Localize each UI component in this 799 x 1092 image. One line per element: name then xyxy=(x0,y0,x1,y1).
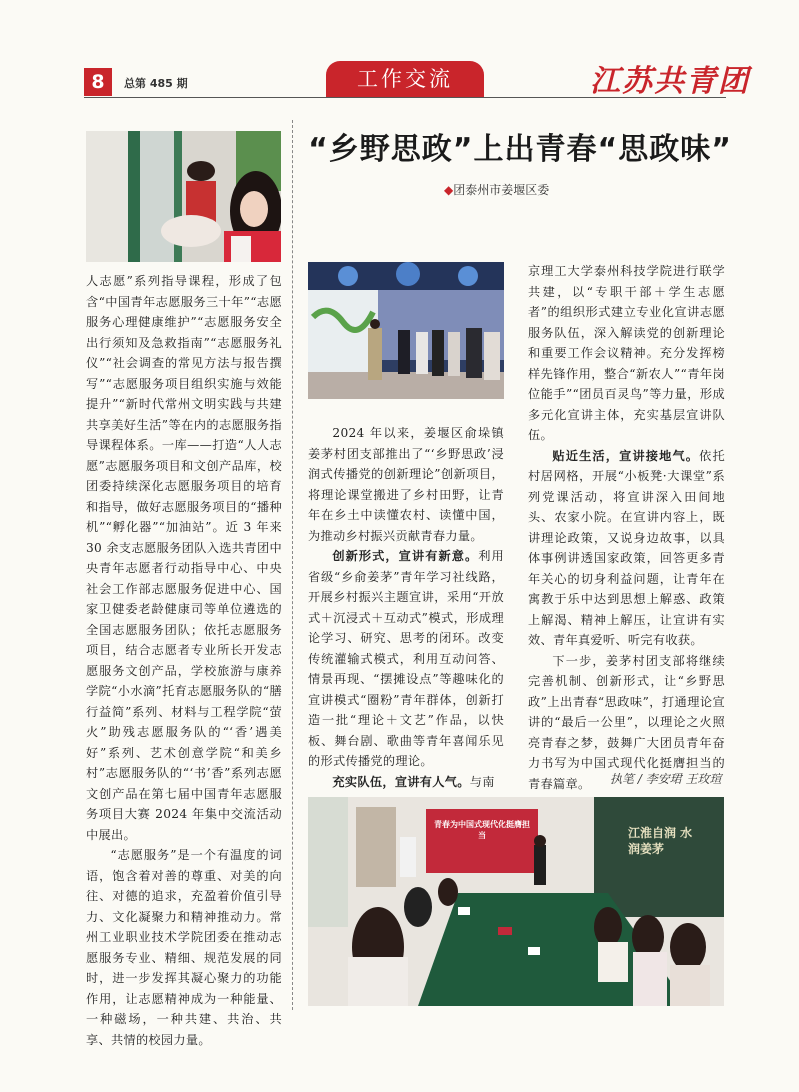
section-tab: 工作交流 xyxy=(326,61,484,97)
article-title: “乡野思政”上出青春“思政味” xyxy=(308,132,732,167)
section-2-start xyxy=(308,772,504,793)
byline-text: 团泰州市姜堰区委 xyxy=(453,183,550,197)
left-column xyxy=(86,271,282,1050)
issue-number: 总第 485 期 xyxy=(124,77,188,90)
section-1 xyxy=(308,546,504,772)
section-1-heading: 创新形式，宣讲有新意。 xyxy=(332,549,479,563)
section-1-body: 利用省级“乡俞姜茅”青年学习社线路，开展乡村振兴主题宣讲，采用“开放式＋沉浸式＋互动式”模式，形成理论学习、研究、思考的闭环。改变传统灌输式模式，利用互动问答、情景再现、“摆摊设点”等趣味化的宣讲模式“圈粉”青年群体，创新打造一批“理论＋文艺”作品，以快板、舞台剧、歌曲等青年喜闻乐见的形式传播党的理论。 xyxy=(308,549,504,768)
section-3-body: 依托村居网格，开展“小板凳·大课堂”系列党课活动，将宣讲深入田间地头、农家小院。在宣讲内容上，既讲理论政策，又说身边故事，以具体事例讲透国家政策，回答更多青年关心的切身利益问题，让青年在寓教于乐中达到思想上解惑、政策上解渴、精神上解压，让宣讲有实效、青年真爱听、听完有收获。 xyxy=(528,448,725,647)
left-paragraph-1: 人志愿”系列指导课程，形成了包含“中国青年志愿服务三十年”“志愿服务心理健康维护”“志愿服务安全出行须知及急救指南”“志愿服务礼仪”“社会调查的常见方法与报告撰写”“志愿服务项目组织实施与效能提升”“新时代常州文明实践与共建共享美好生活”等在内的志愿服务指导课程体系。一库——打造“人人志愿”志愿服务项目和文创产品库，校团委持续深化志愿服务项目的培育和指导，做好志愿服务项目的“播种机”“孵化器”“加油站”。近 3 年来 30 余支志愿服务团队入选共青团中央青年志愿者行动指导中心、中央社会工作部志愿服务促进中心、国家卫健委老龄健康司等单位遴选的全国志愿服务团队；依托志愿服务项目，结合志愿者专业所长开发志愿服务文创产品，学校旅游与康养学院“小水滴”托育志愿服务队的“膳行益简”系列、材料与工程学院“萤火”助残志愿服务队的“‘香’遇美好”系列、艺术创意学院“和美乡村”志愿服务队的“‘书’香”系列志愿文创产品在第七届中国青年志愿服务项目大赛 2024 年集中交流活动中展出。 xyxy=(86,274,282,842)
classroom-photo xyxy=(308,797,724,1006)
classroom-wall-text: 江淮自润 水润姜茅 xyxy=(628,826,693,856)
volunteers-photo xyxy=(86,131,281,262)
page-number: 8 xyxy=(84,68,112,96)
exhibition-photo xyxy=(308,262,504,399)
section-3 xyxy=(528,446,725,651)
left-paragraph-2: “志愿服务”是一个有温度的词语，饱含着对善的尊重、对美的向往、对德的追求，充盈着价值引导力、文化凝聚力和精神推动力。常州工业职业技术学院团委在推动志愿服务专业、精细、规范发展的同时，进一步发挥其凝心聚力的功能作用，让志愿精神成为一种能量、一种磁场，一种共建、共治、共享、共情的校园力量。 xyxy=(86,848,282,1047)
closing-paragraph: 下一步，姜茅村团支部将继续完善机制、创新形式，让“乡野思政”上出青春“思政味”，打通理论宣讲的“最后一公里”，以理论之火照亮青春之梦，鼓舞广大团员青年奋力书写为中国式现代化挺膺担当的青春篇章。 xyxy=(528,653,725,791)
author-credit: 执笔 / 李安珺 王玫瑄 xyxy=(610,772,722,786)
section-2-continued: 京理工大学泰州科技学院进行联学共建，以“专职干部＋学生志愿者”的组织形式建立专业化宣讲志愿服务队伍，深入解读党的创新理论和重要工作会议精神。充分发挥榜样先锋作用，整合“新农人”“青年岗位能手”“团员百灵鸟”等力量，形成多元化宣讲主体，充实基层宣讲队伍。 xyxy=(528,264,725,442)
section-3-heading: 贴近生活，宣讲接地气。 xyxy=(552,448,700,463)
middle-column xyxy=(308,423,504,792)
section-2-body-a: 与南 xyxy=(469,774,495,789)
intro-paragraph: 2024 年以来，姜堰区俞垛镇姜茅村团支部推出了“‘乡野思政’浸润式传播党的创新理论”创新项目，将理论课堂搬进了乡村田野，让青年在乡土中读懂农村、读懂中国，为推动乡村振兴贡献青春力量。 xyxy=(308,426,504,543)
brand-logo: 江苏共青团 xyxy=(590,64,750,99)
section-2-heading: 充实队伍，宣讲有人气。 xyxy=(332,774,470,789)
right-column xyxy=(528,261,725,794)
column-divider xyxy=(292,120,293,1010)
classroom-banner-text: 青春为中国式现代化挺膺担当 xyxy=(434,820,530,840)
diamond-icon: ◆ xyxy=(444,183,454,197)
byline xyxy=(444,181,549,198)
